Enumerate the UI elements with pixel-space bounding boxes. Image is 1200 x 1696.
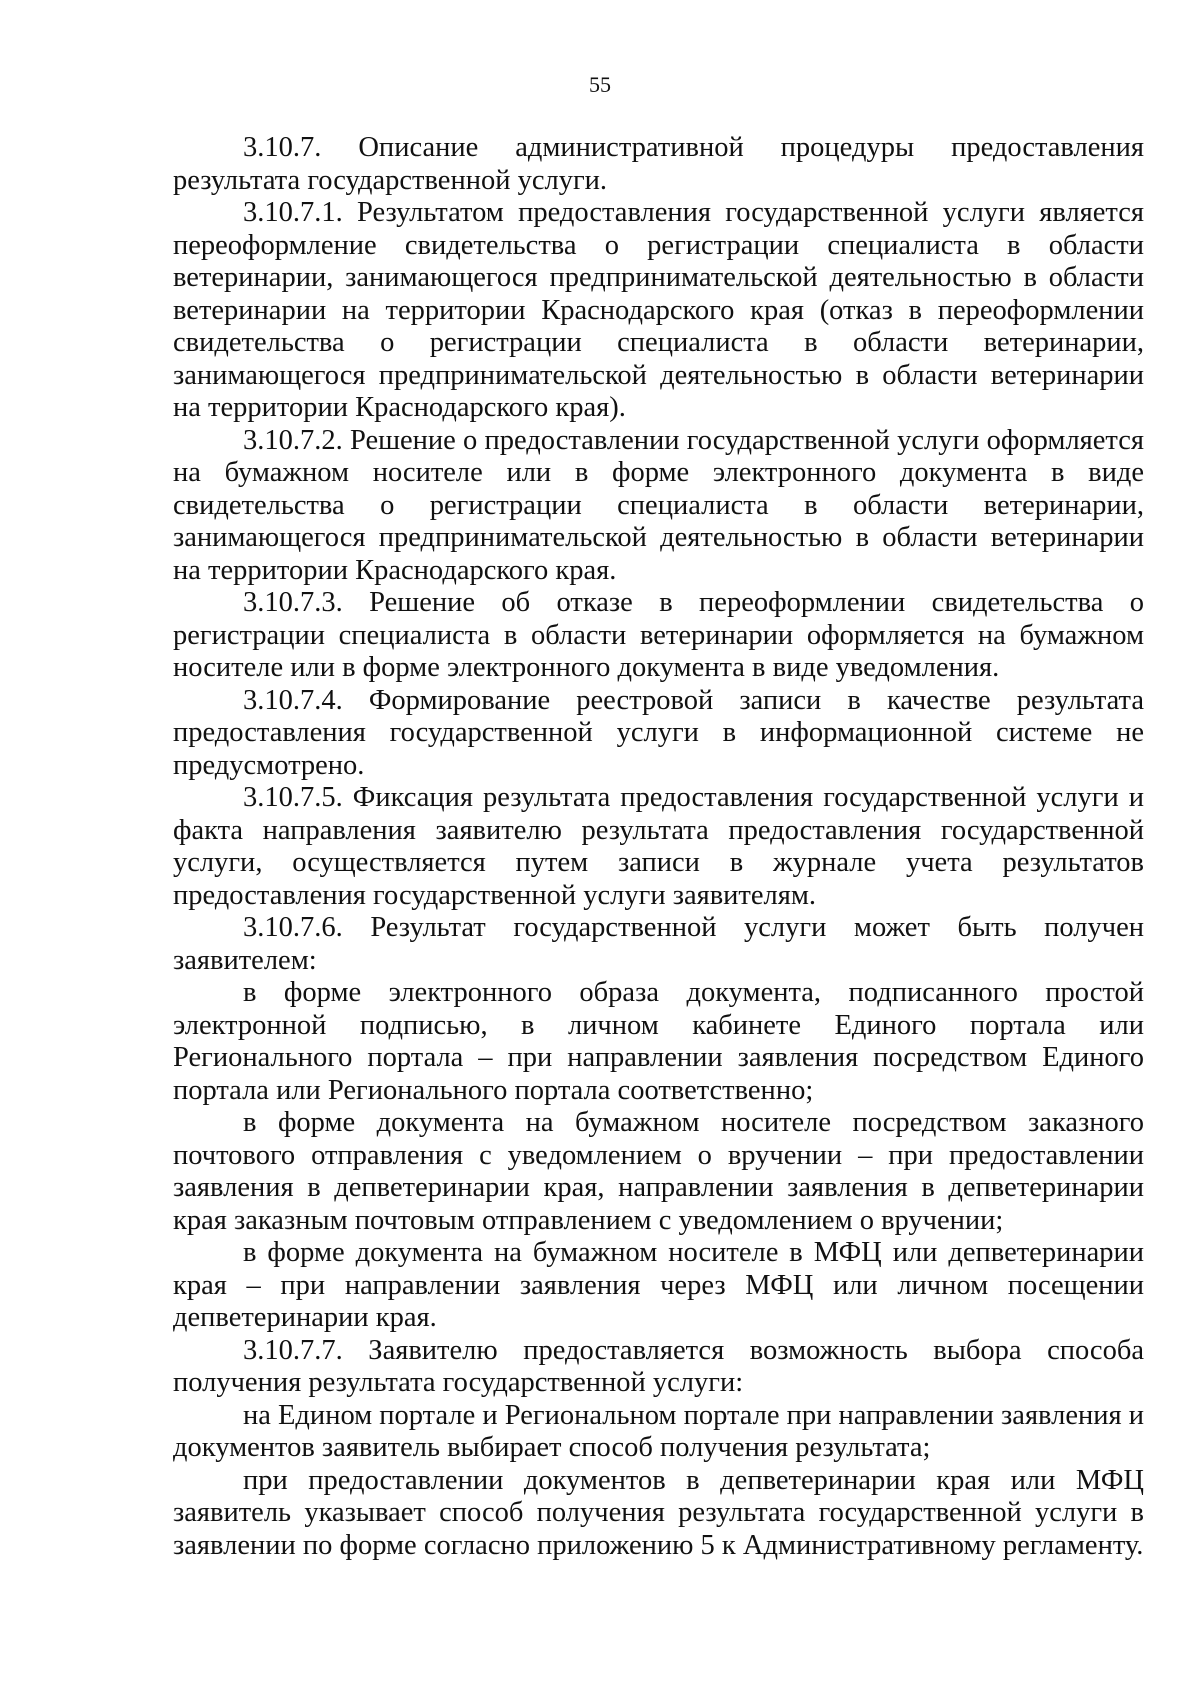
page-number: 55 xyxy=(589,72,611,97)
paragraph-3-10-7-4: 3.10.7.4. Формирование реестровой записи в качестве результата предоставления государственной услуги в информационной системе не предусмотрено. xyxy=(173,684,1144,781)
paragraph-3-10-7-2: 3.10.7.2. Решение о предоставлении государственной услуги оформляется на бумажном носителе или в форме электронного документа в виде свидетельства о регистрации специалиста в области ветеринарии, занимающегося предпринимательской деятельностью в области ветеринарии на территории Краснодарского края. xyxy=(173,424,1144,586)
result-option-in-person: в форме документа на бумажном носителе в МФЦ или депветеринарии края – при направлении заявления через МФЦ или личном посещении депветеринарии края. xyxy=(173,1237,1144,1333)
paragraph-3-10-7: 3.10.7. Описание административной процедуры предоставления результата государственной услуги. xyxy=(173,132,1144,196)
result-option-postal: в форме документа на бумажном носителе посредством заказного почтового отправления с уведомлением о вручении – при предоставлении заявления в депветеринарии края, направлении заявления в депветеринарии края заказным почтовым отправлением с уведомлением о вручении; xyxy=(173,1107,1144,1236)
paragraph-3-10-7-6: 3.10.7.6. Результат государственной услуги может быть получен заявителем: xyxy=(173,912,1144,976)
document-body xyxy=(173,132,1144,1562)
paragraph-3-10-7-1: 3.10.7.1. Результатом предоставления государственной услуги является переоформление свидетельства о регистрации специалиста в области ветеринарии, занимающегося предпринимательской деятельностью в области ветеринарии на территории Краснодарского края (отказ в переоформлении свидетельства о регистрации специалиста в области ветеринарии, занимающегося предпринимательской деятельностью в области ветеринарии на территории Краснодарского края). xyxy=(173,197,1144,423)
result-option-electronic: в форме электронного образа документа, подписанного простой электронной подписью, в личном кабинете Единого портала или Регионального портала – при направлении заявления посредством Единого портала или Регионального портала соответственно; xyxy=(173,977,1144,1106)
paragraph-3-10-7-3: 3.10.7.3. Решение об отказе в переоформлении свидетельства о регистрации специалиста в области ветеринарии оформляется на бумажном носителе или в форме электронного документа в виде уведомления. xyxy=(173,587,1144,683)
paragraph-3-10-7-7: 3.10.7.7. Заявителю предоставляется возможность выбора способа получения результата государственной услуги: xyxy=(173,1334,1144,1398)
choice-option-application: при предоставлении документов в депветеринарии края или МФЦ заявитель указывает способ получения результата государственной услуги в заявлении по форме согласно приложению 5 к Административному регламенту. xyxy=(173,1464,1144,1561)
choice-option-portal: на Едином портале и Региональном портале при направлении заявления и документов заявитель выбирает способ получения результата; xyxy=(173,1399,1144,1463)
paragraph-3-10-7-5: 3.10.7.5. Фиксация результата предоставления государственной услуги и факта направления заявителю результата предоставления государственной услуги, осуществляется путем записи в журнале учета результатов предоставления государственной услуги заявителям. xyxy=(173,782,1144,911)
